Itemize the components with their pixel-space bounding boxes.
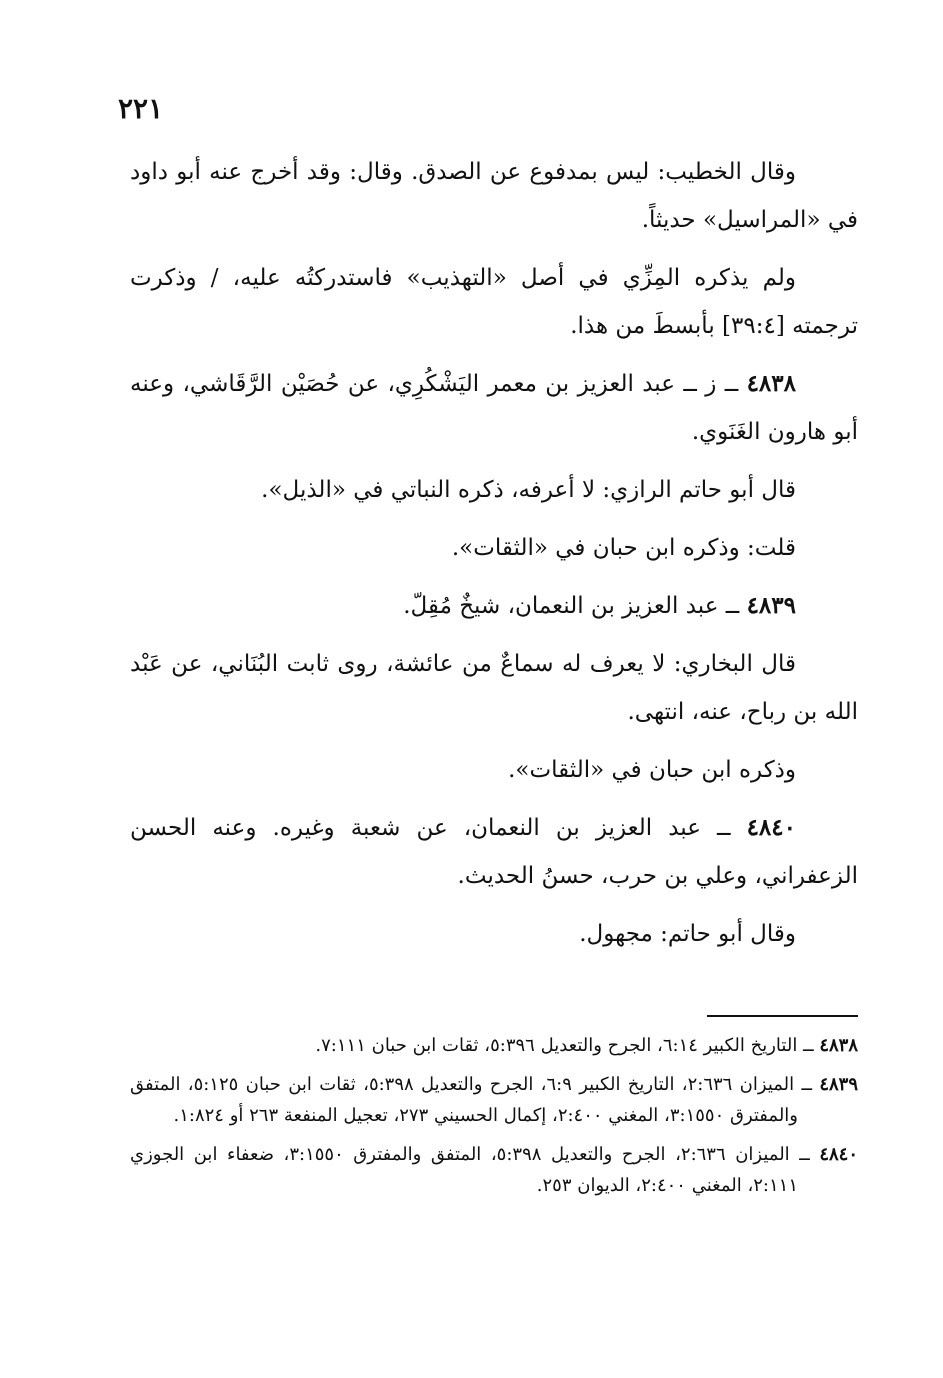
paragraph-khatib: وقال الخطيب: ليس بمدفوع عن الصدق. وقال: وقد أخرج عنه أبو داود في «المراسيل» حديثاً. — [130, 159, 858, 233]
entry-number: ٤٨٣٩ — [746, 592, 796, 619]
entry-text: ــ ز ــ عبد العزيز بن معمر اليَشْكُرِي، عن حُصَيْن الرَّقَاشي، وعنه أبو هارون الغَنَوي. — [130, 371, 858, 445]
paragraph-abu-hatim: وقال أبو حاتم: مجهول. — [579, 921, 796, 947]
footnote-4839 — [130, 1069, 858, 1131]
footnote-4840 — [130, 1139, 858, 1201]
entry-4838 — [130, 360, 858, 456]
paragraph-ibn-hibban-2: وذكره ابن حبان في «الثقات». — [508, 757, 796, 783]
footnote-4838 — [130, 1030, 858, 1061]
footnote-divider — [707, 1015, 858, 1017]
paragraph-ibn-hibban: قلت: وذكره ابن حبان في «الثقات». — [451, 535, 796, 561]
entry-number: ٤٨٣٨ — [746, 370, 796, 397]
footnote-text: ــ الميزان ٢:٦٣٦، التاريخ الكبير ٦:٩، الجرح والتعديل ٥:٣٩٨، ثقات ابن حبان ٥:١٢٥، المتفق والمفترق ٣:١٥٥٠، المغني ٢:٤٠٠، إكمال الحسيني ٢٧٣، تعجيل المنفعة ٢٦٣ أو ١:٨٢٤. — [130, 1074, 813, 1126]
main-text — [130, 148, 858, 968]
paragraph-bukhari: قال البخاري: لا يعرف له سماعٌ من عائشة، روى ثابت البُنَاني، عن عَبْد الله بن رباح، عنه، انتهى. — [130, 651, 858, 725]
footnotes — [130, 1030, 858, 1209]
footnote-number: ٤٨٤٠ — [819, 1144, 858, 1165]
entry-4840 — [130, 804, 858, 900]
footnote-text: ــ التاريخ الكبير ٦:١٤، الجرح والتعديل ٥:٣٩٦، ثقات ابن حبان ٧:١١١. — [315, 1035, 814, 1056]
entry-4839 — [130, 582, 858, 630]
paragraph-abu-hatim-razi: قال أبو حاتم الرازي: لا أعرفه، ذكره النباتي في «الذيل». — [261, 477, 796, 503]
entry-number: ٤٨٤٠ — [746, 814, 796, 841]
entry-text: ــ عبد العزيز بن النعمان، عن شعبة وغيره. وعنه الحسن الزعفراني، وعلي بن حرب، حسنُ الحديث. — [130, 815, 858, 889]
page-number: ٢٢١ — [118, 92, 164, 125]
footnote-text: ــ الميزان ٢:٦٣٦، الجرح والتعديل ٥:٣٩٨، المتفق والمفترق ٣:١٥٥٠، ضعفاء ابن الجوزي ٢:١١١، المغني ٢:٤٠٠، الديوان ٢٥٣. — [130, 1144, 810, 1196]
entry-text: ــ عبد العزيز بن النعمان، شيخٌ مُقِلّ. — [403, 593, 740, 619]
footnote-number: ٤٨٣٨ — [819, 1035, 858, 1056]
footnote-number: ٤٨٣٩ — [819, 1074, 859, 1095]
paragraph-mizzi: ولم يذكره المِزِّي في أصل «التهذيب» فاستدركتُه عليه، / وذكرت ترجمته [٣٩:٤] بأبسطَ من هذا. — [130, 265, 858, 339]
